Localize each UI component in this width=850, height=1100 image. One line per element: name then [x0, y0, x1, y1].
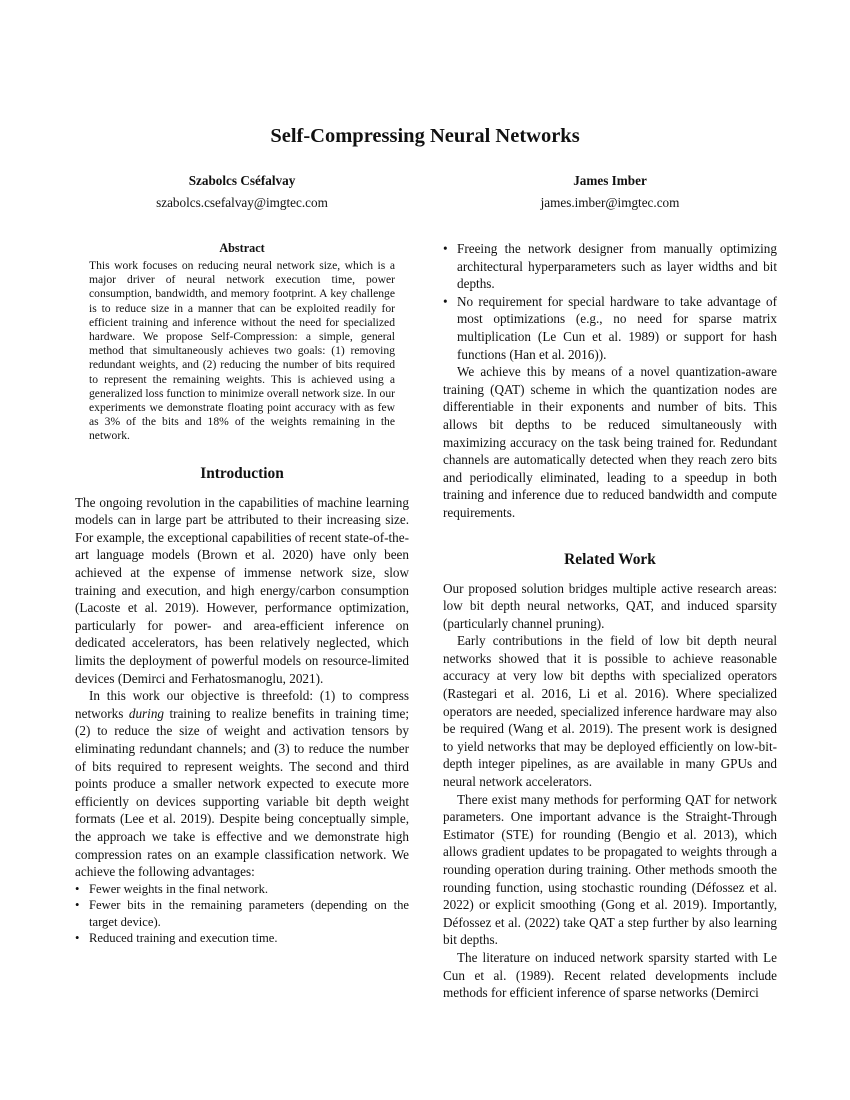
list-item [443, 240, 777, 293]
emphasis-text: during [128, 705, 165, 721]
author-block-1 [72, 172, 412, 212]
author-name: Szabolcs Cséfalvay [188, 173, 296, 188]
paragraph-text: training to realize benefits in training time; (2) to reduce the size of weight and activation tensors by eliminating redundant channels; and (3) to reduce the number of bits required to represent weights. The second and third points produce a smaller network expected to execute more efficiently on devices supporting variable bit depth weight formats (Lee et al. 2019). Despite being conceptually simple, the approach we take is effective and we demonstrate high compression rates on an example classification network. We achieve the following advantages: [75, 705, 409, 880]
introduction-paragraph-2 [75, 687, 409, 881]
list-item-text: Reduced training and execution time. [89, 931, 278, 946]
bullet-icon: • [75, 898, 80, 913]
author-name: James Imber [573, 173, 647, 188]
list-item [75, 897, 409, 930]
list-item [75, 881, 409, 898]
advantages-list [75, 881, 409, 947]
list-item-text: Fewer bits in the remaining parameters (depending on the target device). [89, 898, 409, 929]
author-email: szabolcs.csefalvay@imgtec.com [156, 195, 328, 210]
bullet-icon: • [75, 881, 80, 896]
list-item-text: No requirement for special hardware to take advantage of most optimizations (e.g., no need for sparse matrix multiplication (Le Cun et al. 1989) or support for hash functions (Han et al. 2016)). [457, 293, 777, 362]
related-work-paragraph-4: The literature on induced network sparsity started with Le Cun et al. (1989). Recent related developments include methods for efficient inference of sparse networks (Demirci [443, 949, 777, 1001]
advantages-list-continued [443, 240, 777, 363]
paragraph-text: In this work our objective is threefold: (1) to compress networks [75, 688, 409, 721]
left-column [75, 240, 409, 947]
list-item [443, 293, 777, 363]
list-item [75, 930, 409, 947]
paper-title: Self-Compressing Neural Networks [270, 125, 580, 147]
qat-paragraph: We achieve this by means of a novel quantization-aware training (QAT) scheme in which the quantization nodes are differentiable in their exponents and number of bits. This allows bit depths to be reduced simultaneously with maximizing accuracy on the task being trained for. Redundant channels are automatically detected when they reach zero bits and periodically eliminated, leading to a speedup in both training and inference due to reduced bandwidth and compute requirements. [443, 364, 777, 520]
bullet-icon: • [443, 293, 448, 309]
list-item-text: Fewer weights in the final network. [89, 881, 269, 896]
abstract-text: This work focuses on reducing neural network size, which is a major driver of neural network execution time, power consumption, bandwidth, and memory footprint. A key challenge is to reduce size in a manner that can be exploited readily for efficient training and inference without the need for specialized hardware. We propose Self-Compression: a simple, general method that simultaneously achieves two goals: (1) removing redundant weights, and (2) reducing the number of bits required to represent the remaining weights. This is achieved using a generalized loss function to minimize overall network size. In our experiments we demonstrate floating point accuracy with as few as 3% of the bits and 18% of the weights remaining in the network. [89, 259, 395, 443]
right-column [443, 240, 777, 1002]
bullet-icon: • [443, 241, 448, 256]
abstract-heading: Abstract [219, 241, 265, 255]
author-block-2 [440, 172, 780, 212]
introduction-heading: Introduction [200, 464, 284, 482]
related-work-paragraph-2: Early contributions in the field of low bit depth neural networks showed that it is possible to achieve reasonable accuracy at very low bit depths with specialized operators (Rastegari et al. 2016, Li et al. 2016). Where specialized operators are needed, specialized inference hardware may also be required (Wang et al. 2019). The present work is designed to yield networks that may be deployed efficiently on low-bit-depth integer pipelines, as are available in many GPUs and neural network accelerators. [443, 633, 777, 790]
list-item-text: Freeing the network designer from manually optimizing architectural hyperparameters such as layer widths and bit depths. [457, 241, 777, 292]
related-work-heading: Related Work [564, 550, 656, 568]
bullet-icon: • [75, 931, 80, 946]
introduction-paragraph-1: The ongoing revolution in the capabilities of machine learning models can in large part be attributed to their increasing size. For example, the exceptional capabilities of recent state-of-the-art language models (Brown et al. 2020) have only been achieved at the expense of immense network size, slow training and execution, and high energy/carbon consumption (Lacoste et al. 2019). However, performance optimization, particularly for power- and area-efficient inference on dedicated accelerators, has been relatively neglected, which limits the deployment of powerful models on resource-limited devices (Demirci and Ferhatosmanoglu, 2021). [75, 494, 409, 686]
author-email: james.imber@imgtec.com [540, 195, 680, 210]
related-work-paragraph-3: There exist many methods for performing QAT for network parameters. One important advance is the Straight-Through Estimator (STE) for rounding (Bengio et al. 2013), which allows gradient updates to be propagated to weights through a rounding operation during training. Other methods smooth the rounding function, using stochastic rounding (Défossez et al. 2022) or explicit smoothing (Gong et al. 2019). Importantly, Défossez et al. (2022) take QAT a step further by also learning bit depths. [443, 791, 777, 948]
related-work-paragraph-1: Our proposed solution bridges multiple active research areas: low bit depth neural networks, QAT, and induced sparsity (particularly channel pruning). [443, 580, 777, 631]
